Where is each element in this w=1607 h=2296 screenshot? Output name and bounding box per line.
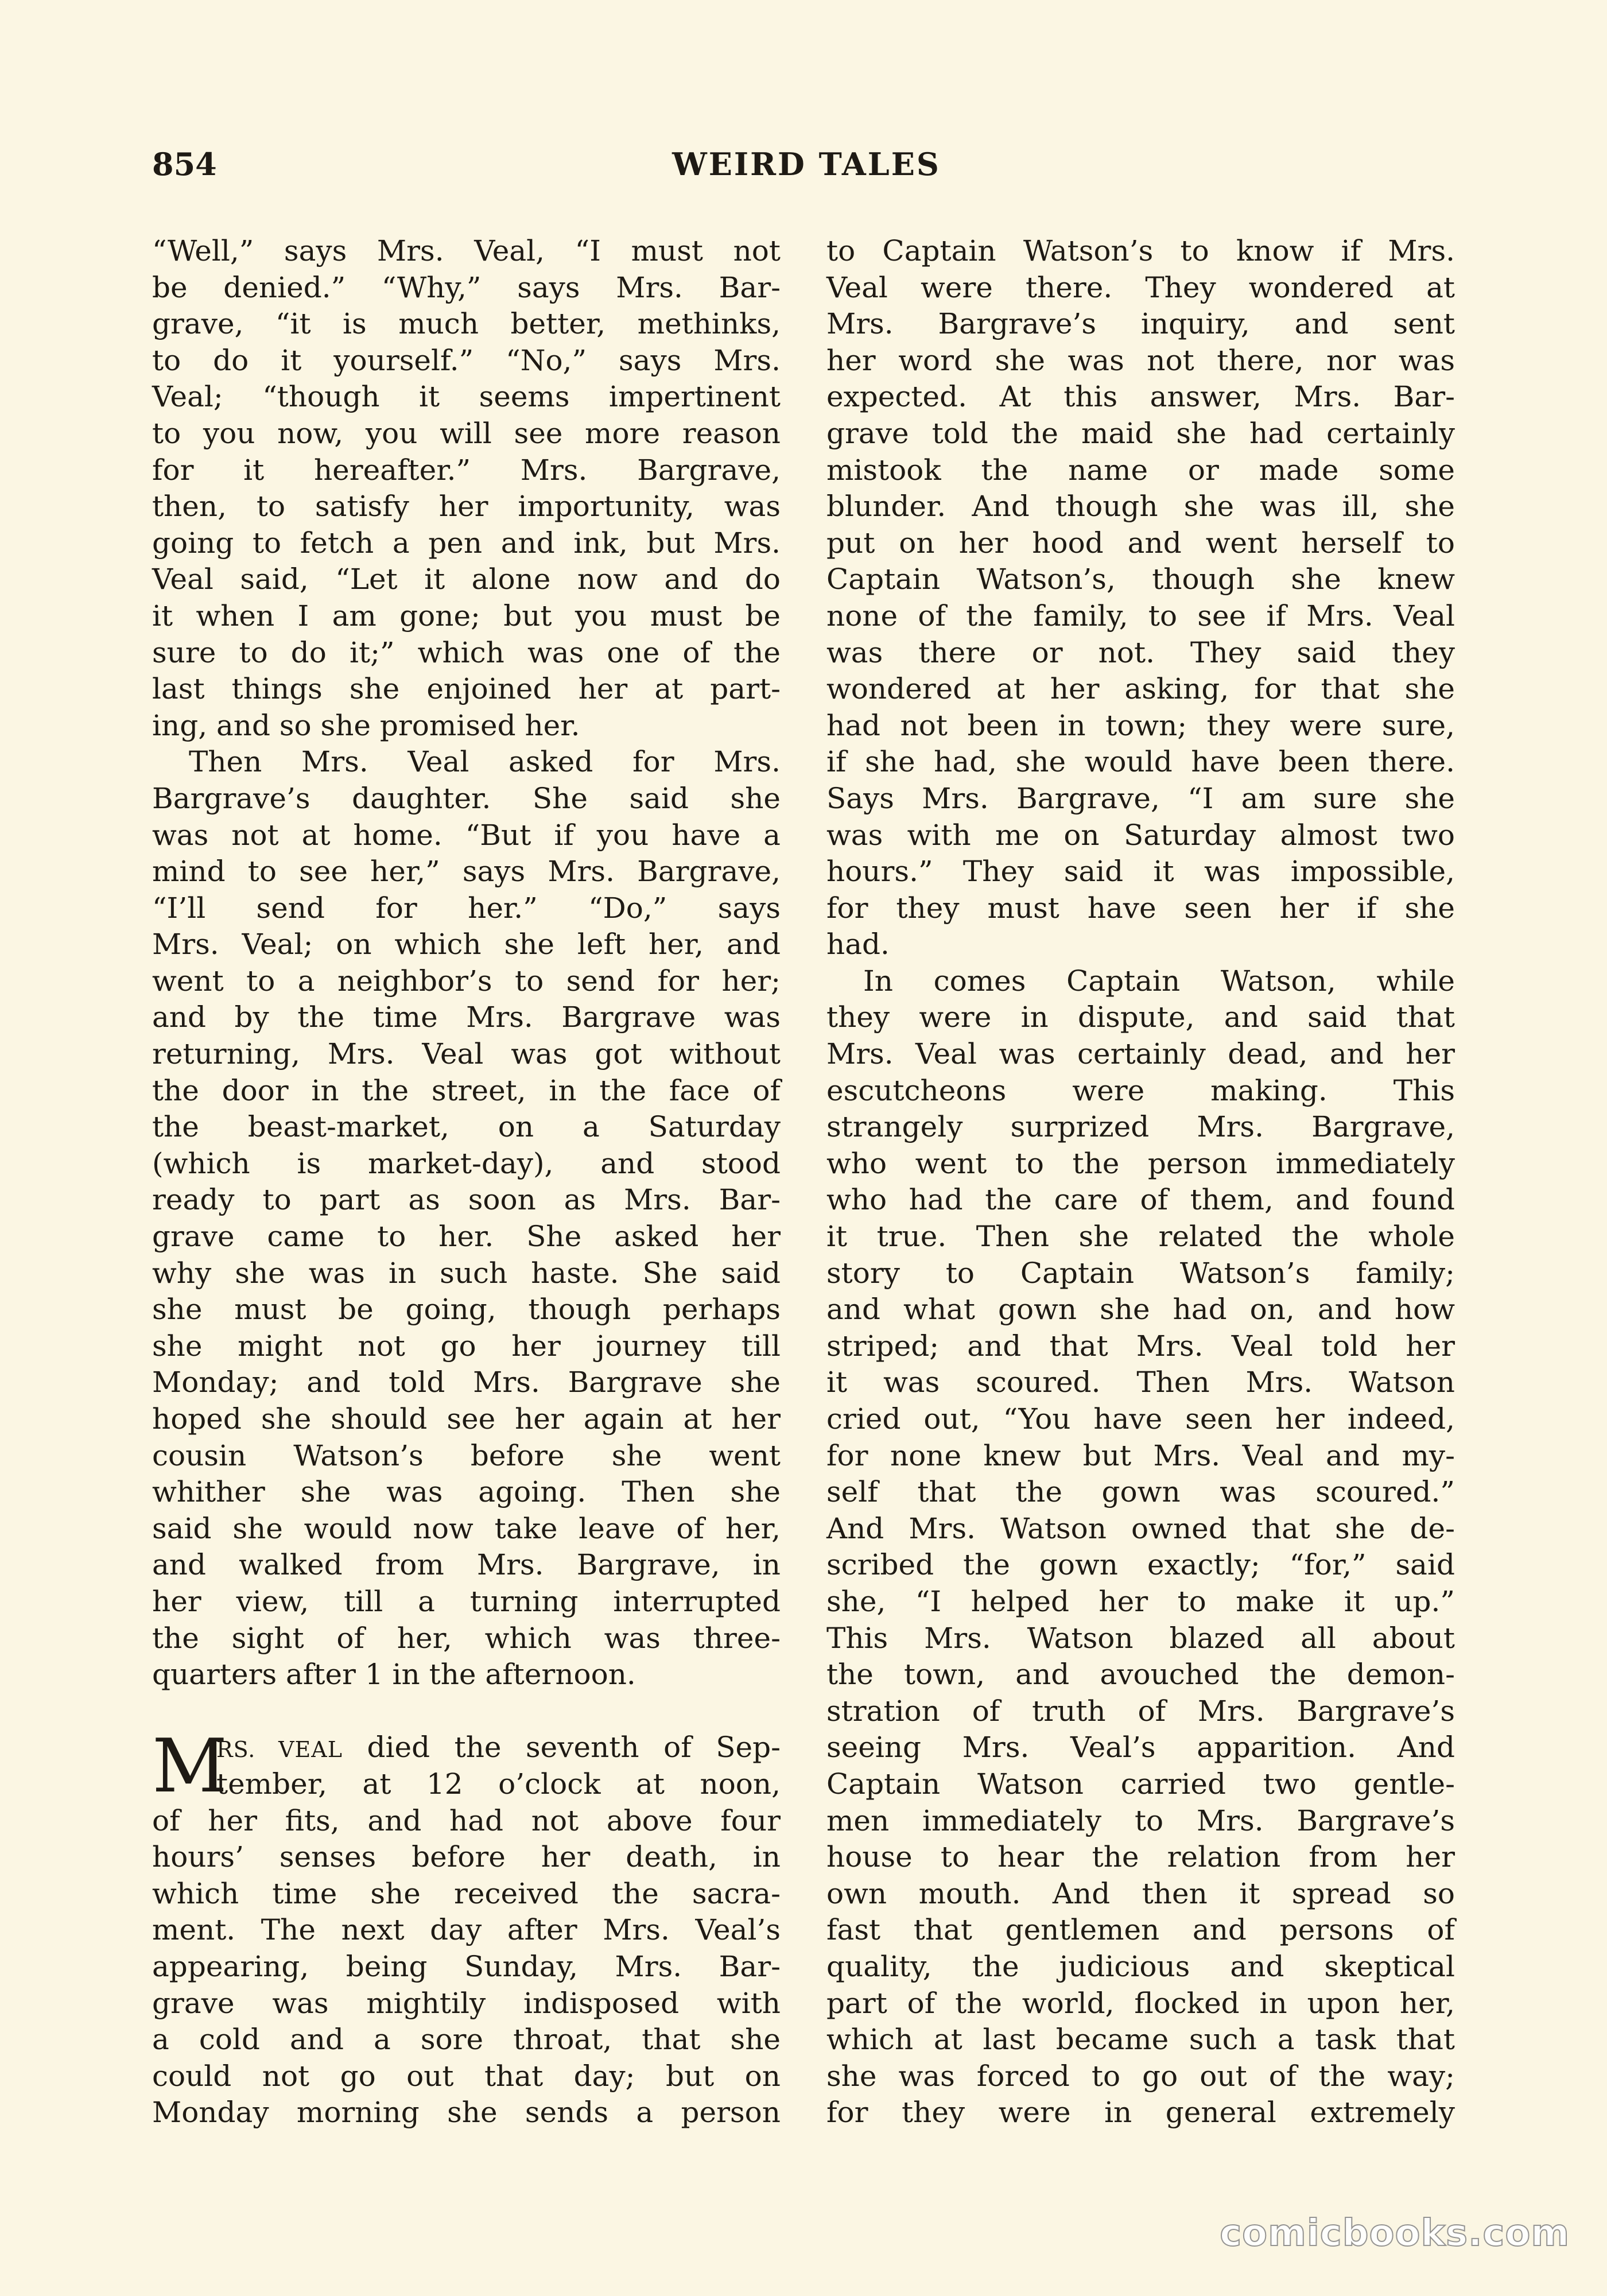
text-line: Captain Watson carried two gentle- xyxy=(826,1767,1455,1801)
text-line: whither she was agoing. Then she xyxy=(152,1475,781,1509)
text-line: story to Captain Watson’s family; xyxy=(826,1256,1455,1290)
text-line: Says Mrs. Bargrave, “I am sure she xyxy=(826,781,1455,815)
text-line: if she had, she would have been there. xyxy=(826,745,1455,779)
text-line: to Captain Watson’s to know if Mrs. xyxy=(826,234,1455,267)
text-line: Monday; and told Mrs. Bargrave she xyxy=(152,1366,781,1399)
text-line: stration of truth of Mrs. Bargrave’s xyxy=(826,1694,1455,1728)
text-line: mind to see her,” says Mrs. Bargrave, xyxy=(152,855,781,889)
paragraph xyxy=(826,233,1455,963)
text-line: the door in the street, in the face of xyxy=(152,1073,781,1107)
text-line: Bargrave’s daughter. She said she xyxy=(152,781,781,815)
text-line: grave came to her. She asked her xyxy=(152,1220,781,1254)
paragraph xyxy=(152,233,781,744)
text-line: Then Mrs. Veal asked for Mrs. xyxy=(189,745,781,779)
text-line: Mrs. Veal; on which she left her, and xyxy=(152,928,781,961)
running-title: WEIRD TALES xyxy=(672,146,941,183)
text-line: grave told the maid she had certainly xyxy=(826,416,1455,450)
text-line: mistook the name or made some xyxy=(826,453,1455,487)
text-line: was there or not. They said they xyxy=(826,635,1455,669)
text-line: she must be going, though perhaps xyxy=(152,1293,781,1327)
text-line: the town, and avouched the demon- xyxy=(826,1658,1455,1692)
text-line: fast that gentlemen and persons of xyxy=(826,1913,1455,1947)
text-line: ready to part as soon as Mrs. Bar- xyxy=(152,1183,781,1217)
text-line: (which is market-day), and stood xyxy=(152,1146,781,1180)
text-line: she, “I helped her to make it up.” xyxy=(826,1584,1455,1618)
text-line: a cold and a sore throat, that she xyxy=(152,2023,781,2057)
text-line: be denied.” “Why,” says Mrs. Bar- xyxy=(152,270,781,304)
text-line: was not at home. “But if you have a xyxy=(152,818,781,852)
text-line: and walked from Mrs. Bargrave, in xyxy=(152,1548,781,1582)
text-line: “Well,” says Mrs. Veal, “I must not xyxy=(152,234,781,267)
text-line: men immediately to Mrs. Bargrave’s xyxy=(826,1804,1455,1837)
text-line: grave, “it is much better, methinks, xyxy=(152,307,781,341)
text-line: returning, Mrs. Veal was got without xyxy=(152,1037,781,1071)
text-line: cried out, “You have seen her indeed, xyxy=(826,1402,1455,1436)
text-line: tember, at 12 o’clock at noon, xyxy=(216,1767,781,1801)
text-line: last things she enjoined her at part- xyxy=(152,672,781,706)
text-line: was with me on Saturday almost two xyxy=(826,818,1455,852)
text-line: hours.” They said it was impossible, xyxy=(826,855,1455,889)
text-line: went to a neighbor’s to send for her; xyxy=(152,964,781,998)
text-line: said she would now take leave of her, xyxy=(152,1511,781,1545)
text-line: it was scoured. Then Mrs. Watson xyxy=(826,1366,1455,1399)
text-fragment: died the seventh of Sep- xyxy=(342,1731,781,1764)
text-line: her word she was not there, nor was xyxy=(826,343,1455,377)
text-line: scribed the gown exactly; “for,” said xyxy=(826,1548,1455,1582)
watermark-logo: comicbooks.com xyxy=(1220,2212,1570,2255)
text-line: This Mrs. Watson blazed all about xyxy=(826,1621,1455,1655)
text-line: for they must have seen her if she xyxy=(826,891,1455,925)
left-column xyxy=(152,233,781,2131)
text-line: In comes Captain Watson, while xyxy=(863,964,1455,998)
text-line: the beast-market, on a Saturday xyxy=(152,1110,781,1144)
text-line: part of the world, flocked in upon her, xyxy=(826,1986,1455,2020)
text-line: Veal; “though it seems impertinent xyxy=(152,380,781,414)
text-line: then, to satisfy her importunity, was xyxy=(152,490,781,523)
drop-cap: M xyxy=(152,1724,228,1810)
text-line: cousin Watson’s before she went xyxy=(152,1438,781,1472)
text-line: to you now, you will see more reason xyxy=(152,416,781,450)
text-line: for it hereafter.” Mrs. Bargrave, xyxy=(152,453,781,487)
text-line: seeing Mrs. Veal’s apparition. And xyxy=(826,1731,1455,1764)
text-line: Veal were there. They wondered at xyxy=(826,270,1455,304)
text-line xyxy=(152,1729,781,1766)
text-line: self that the gown was scoured.” xyxy=(826,1475,1455,1509)
text-line: none of the family, to see if Mrs. Veal xyxy=(826,599,1455,633)
text-line: quarters after 1 in the afternoon. xyxy=(152,1658,636,1692)
text-line: And Mrs. Watson owned that she de- xyxy=(826,1511,1455,1545)
text-line: “I’ll send for her.” “Do,” says xyxy=(152,891,781,925)
text-line: and by the time Mrs. Bargrave was xyxy=(152,1000,781,1034)
text-line: Captain Watson’s, though she knew xyxy=(826,563,1455,596)
text-line: hours’ senses before her death, in xyxy=(152,1840,781,1874)
text-line: striped; and that Mrs. Veal told her xyxy=(826,1329,1455,1363)
text-line: Mrs. Veal was certainly dead, and her xyxy=(826,1037,1455,1071)
text-line: had not been in town; they were sure, xyxy=(826,708,1455,742)
text-line: it when I am gone; but you must be xyxy=(152,599,781,633)
text-line: had. xyxy=(826,928,890,961)
dropcap-paragraph xyxy=(152,1724,781,2131)
text-line: ing, and so she promised her. xyxy=(152,708,580,742)
text-line: put on her hood and went herself to xyxy=(826,526,1455,560)
text-line: blunder. And though she was ill, she xyxy=(826,490,1455,523)
text-line: Veal said, “Let it alone now and do xyxy=(152,563,781,596)
text-line: her view, till a turning interrupted xyxy=(152,1584,781,1618)
text-line: why she was in such haste. She said xyxy=(152,1256,781,1290)
text-line: for none knew but Mrs. Veal and my- xyxy=(826,1438,1455,1472)
text-line: ment. The next day after Mrs. Veal’s xyxy=(152,1913,781,1947)
text-line: who had the care of them, and found xyxy=(826,1183,1455,1217)
text-line: they were in dispute, and said that xyxy=(826,1000,1455,1034)
text-line: the sight of her, which was three- xyxy=(152,1621,781,1655)
text-line: of her fits, and had not above four xyxy=(152,1804,781,1837)
text-line: quality, the judicious and skeptical xyxy=(826,1949,1455,1983)
text-line: going to fetch a pen and ink, but Mrs. xyxy=(152,526,781,560)
text-line: which time she received the sacra- xyxy=(152,1876,781,1910)
text-line: for they were in general extremely xyxy=(826,2096,1455,2130)
text-line: Mrs. Bargrave’s inquiry, and sent xyxy=(826,307,1455,341)
text-line: and what gown she had on, and how xyxy=(826,1293,1455,1327)
text-line: appearing, being Sunday, Mrs. Bar- xyxy=(152,1949,781,1983)
text-line: it true. Then she related the whole xyxy=(826,1220,1455,1254)
smallcaps-text: RS. VEAL xyxy=(216,1737,343,1763)
text-line: could not go out that day; but on xyxy=(152,2059,781,2093)
text-line: house to hear the relation from her xyxy=(826,1840,1455,1874)
text-line: wondered at her asking, for that she xyxy=(826,672,1455,706)
page-header xyxy=(152,141,1461,187)
text-line: she might not go her journey till xyxy=(152,1329,781,1363)
text-line: who went to the person immediately xyxy=(826,1146,1455,1180)
text-line: she was forced to go out of the way; xyxy=(826,2059,1455,2093)
page-number: 854 xyxy=(152,146,217,183)
text-line: expected. At this answer, Mrs. Bar- xyxy=(826,380,1455,414)
text-line: Monday morning she sends a person xyxy=(152,2096,781,2130)
text-line: strangely surprized Mrs. Bargrave, xyxy=(826,1110,1455,1144)
text-line: escutcheons were making. This xyxy=(826,1073,1455,1107)
section-break xyxy=(152,1693,781,1730)
text-line: grave was mightily indisposed with xyxy=(152,1986,781,2020)
text-line: own mouth. And then it spread so xyxy=(826,1876,1455,1910)
text-line: which at last became such a task that xyxy=(826,2023,1455,2057)
paragraph xyxy=(152,744,781,1693)
text-line: sure to do it;” which was one of the xyxy=(152,635,781,669)
text-line: to do it yourself.” “No,” says Mrs. xyxy=(152,343,781,377)
right-column xyxy=(826,233,1455,2131)
text-line: hoped she should see her again at her xyxy=(152,1402,781,1436)
paragraph xyxy=(826,963,1455,2131)
